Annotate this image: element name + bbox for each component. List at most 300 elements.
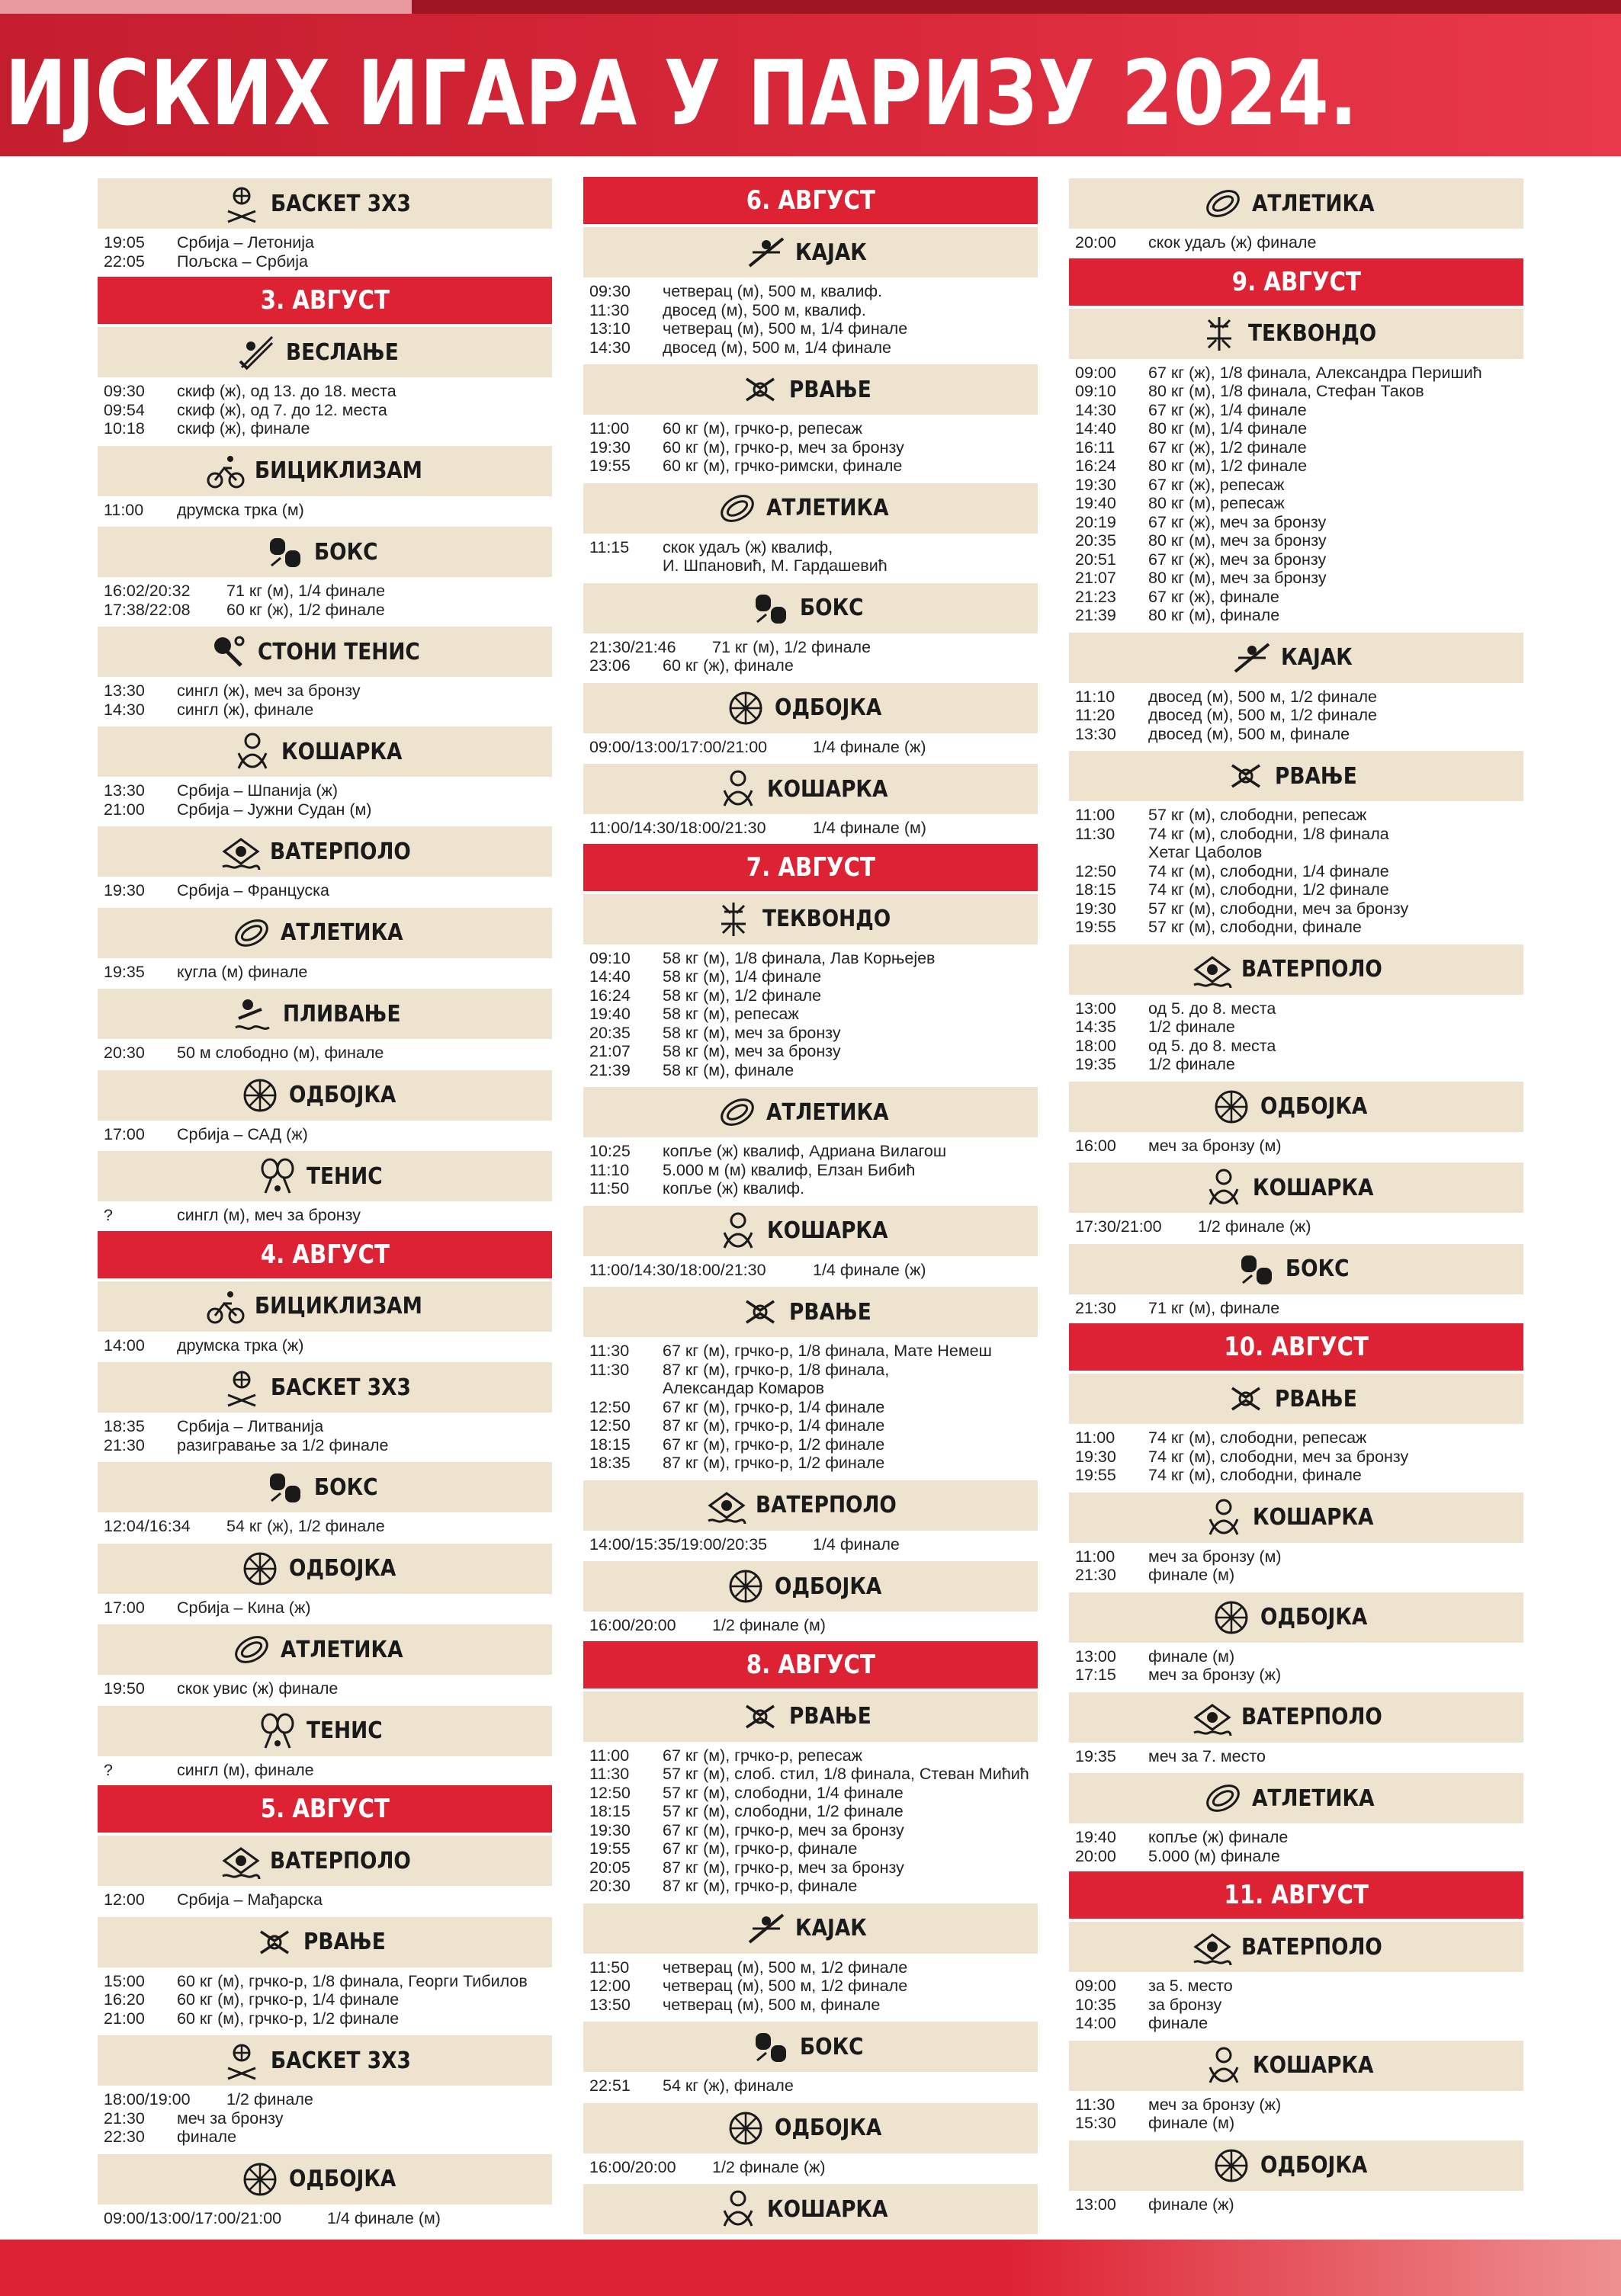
event-row	[1075, 2114, 1523, 2133]
event-description: 1/2 финале	[226, 2090, 313, 2108]
event-description: четверац (м), 500 м, 1/2 финале	[663, 1958, 908, 1977]
event-time: 11:10	[589, 1160, 630, 1179]
event-time: 15:00	[104, 1971, 145, 1990]
event-list	[98, 1594, 552, 1624]
event-time: 22:51	[589, 2076, 631, 2095]
event-time: 19:55	[1075, 1466, 1116, 1484]
event-list	[98, 777, 552, 825]
event-description: скок удаљ (ж) финале	[1148, 233, 1317, 252]
event-time: 21:30	[104, 2108, 145, 2128]
basketball-icon	[1202, 1166, 1245, 1209]
event-time: 17:15	[1075, 1666, 1116, 1684]
event-list	[1069, 1823, 1523, 1871]
event-description: 57 кг (м), слоб. стил, 1/8 финала, Стеван Мићић	[663, 1765, 1029, 1783]
sport-name: БИЦИКЛИЗАМ	[255, 457, 422, 484]
event-description: 74 кг (м), слободни, 1/4 финале	[1148, 861, 1389, 880]
event-row	[1075, 1977, 1523, 1996]
event-list	[583, 814, 1038, 844]
event-time: 13:10	[589, 319, 631, 338]
event-time: 13:30	[104, 781, 145, 800]
volleyball-icon	[239, 2158, 281, 2201]
event-row	[104, 1436, 552, 1455]
event-description: двосед (м), 500 м, 1/4 финале	[663, 338, 891, 357]
event-description: двосед (м), 500 м, квалиф.	[663, 300, 866, 319]
event-description: 50 м слободно (м), финале	[177, 1044, 384, 1062]
event-row	[589, 819, 1038, 838]
event-description: Србија – САД (ж)	[177, 1124, 308, 1143]
event-list	[583, 1954, 1038, 2021]
event-description: 80 кг (м), меч за бронзу	[1148, 569, 1327, 587]
event-list	[98, 2205, 552, 2234]
sport-name: БОКС	[799, 2033, 864, 2060]
sport-header	[583, 227, 1038, 277]
sport-name: ВАТЕРПОЛО	[269, 838, 411, 865]
event-description: двосед (м), 500 м, 1/2 финале	[1148, 687, 1377, 706]
event-description: копље (ж) финале	[1148, 1828, 1289, 1846]
sport-name: АТЛЕТИКА	[766, 1098, 889, 1126]
wrestling-icon	[1225, 1377, 1267, 1420]
event-time: 16:00/20:00	[589, 1616, 676, 1634]
event-list	[583, 1611, 1038, 1641]
wrestling-icon	[1225, 755, 1267, 797]
event-description: 74 кг (м), слободни, репесаж	[1148, 1429, 1367, 1447]
event-row	[104, 2090, 552, 2109]
event-time: 19:30	[1075, 1447, 1116, 1466]
sport-header	[1069, 1493, 1523, 1543]
sport-name: БОКС	[313, 1473, 378, 1501]
event-time: 11:00	[1075, 806, 1115, 824]
event-list	[583, 1742, 1038, 1902]
sport-name: ВАТЕРПОЛО	[755, 1492, 897, 1518]
event-list	[583, 633, 1038, 681]
event-row	[104, 582, 552, 601]
event-time: 20:30	[589, 1877, 631, 1895]
event-description: 60 кг (м), грчко-римски, финале	[663, 457, 903, 475]
event-list	[98, 1886, 552, 1916]
event-description: разигравање за 1/2 финале	[177, 1435, 389, 1454]
event-description: копље (ж) квалиф.	[663, 1179, 805, 1198]
event-description: скиф (ж), од 13. до 18. места	[177, 382, 396, 400]
event-row	[589, 1061, 1038, 1080]
event-row	[589, 1746, 1038, 1765]
event-time: 16:02/20:32	[104, 582, 191, 600]
event-row	[104, 781, 552, 800]
athletics-icon	[716, 1091, 759, 1134]
event-row	[1075, 401, 1523, 420]
event-row	[589, 301, 1038, 320]
day-header-label: 7. АВГУСТ	[746, 851, 875, 883]
event-description: 60 кг (ж), финале	[663, 656, 794, 675]
event-description: меч за бронзу (ж)	[1148, 2095, 1282, 2114]
water-polo-icon	[1191, 1926, 1234, 1968]
event-description: 80 кг (м), репесаж	[1148, 494, 1285, 512]
event-row	[104, 382, 552, 401]
sport-name: ОДБОЈКА	[1260, 1604, 1368, 1631]
day-header	[583, 844, 1038, 891]
sport-header	[583, 1903, 1038, 1954]
event-time: 11:20	[1075, 706, 1115, 724]
event-row	[104, 2109, 552, 2128]
event-time: 19:40	[1075, 1828, 1116, 1846]
event-row	[104, 252, 552, 271]
event-description: 1/4 финале	[813, 1534, 900, 1554]
event-list	[583, 1531, 1038, 1560]
event-list	[1069, 2091, 1523, 2139]
event-row	[1075, 2195, 1523, 2214]
sport-name: ОДБОЈКА	[289, 1082, 396, 1108]
sport-name: РВАЊЕ	[788, 1703, 871, 1730]
event-description: 67 кг (м), грчко-р, меч за бронзу	[663, 1820, 904, 1839]
event-list	[1069, 683, 1523, 750]
sport-header	[98, 627, 552, 677]
event-description: друмска трка (ж)	[177, 1336, 304, 1355]
event-description: 58 кг (м), 1/2 финале	[663, 986, 822, 1005]
event-row	[104, 881, 552, 900]
event-list	[98, 1967, 552, 2035]
sport-name: КОШАРКА	[766, 2195, 888, 2223]
swimming-icon	[233, 992, 275, 1035]
event-row	[589, 1024, 1038, 1043]
event-row	[589, 949, 1038, 968]
event-list	[98, 377, 552, 444]
event-list	[1069, 2191, 1523, 2221]
event-row	[1075, 476, 1523, 495]
event-row	[1075, 588, 1523, 607]
event-time: 11:30	[589, 1342, 630, 1360]
event-time: ?	[104, 1206, 113, 1224]
event-description: Србија – Мађарска	[177, 1890, 323, 1909]
page-title: ИЈСКИХ ИГАРА У ПАРИЗУ 2024.	[5, 40, 1359, 146]
event-description: за 5. место	[1148, 1977, 1233, 1995]
event-row	[589, 2158, 1038, 2177]
event-time: 19:30	[104, 881, 145, 899]
taekwondo-icon	[712, 898, 755, 941]
event-time: 12:50	[589, 1397, 631, 1416]
event-description: 54 кг (ж), финале	[663, 2076, 794, 2095]
event-row	[1075, 1847, 1523, 1866]
volleyball-icon	[724, 1565, 767, 1608]
event-row	[1075, 438, 1523, 457]
event-time	[1075, 843, 1148, 862]
sport-name: ОДБОЈКА	[289, 2166, 396, 2192]
event-time: 19:35	[1075, 1055, 1116, 1073]
event-time: 14:40	[589, 967, 631, 986]
event-time: 23:06	[589, 656, 631, 675]
basketball-3x3-icon	[220, 1366, 263, 1409]
event-list	[583, 277, 1038, 363]
event-description: 1/4 финале (м)	[327, 2208, 441, 2227]
event-description: 67 кг (м), грчко-р, репесаж	[663, 1746, 862, 1765]
event-description: 74 кг (м), слободни, меч за бронзу	[1148, 1447, 1409, 1466]
sport-header	[583, 1692, 1038, 1742]
basketball-3x3-icon	[220, 182, 263, 225]
event-row	[1075, 513, 1523, 532]
event-description: скок удаљ (ж) квалиф,	[663, 537, 833, 556]
event-row	[1075, 918, 1523, 937]
event-time: 19:30	[1075, 899, 1116, 918]
sport-header	[98, 1624, 552, 1675]
event-list	[98, 677, 552, 725]
day-header-label: 3. АВГУСТ	[260, 285, 390, 316]
event-description: за бронзу	[1148, 1995, 1222, 2014]
event-row	[104, 1517, 552, 1536]
day-header	[583, 1641, 1038, 1688]
event-time: 10:35	[1075, 1995, 1116, 2014]
volleyball-icon	[724, 2107, 767, 2150]
event-row	[1075, 706, 1523, 725]
schedule-column-3	[1069, 177, 1523, 2220]
sport-header	[98, 178, 552, 229]
event-row	[1075, 1996, 1523, 2015]
event-row	[104, 800, 552, 819]
event-row	[1075, 1547, 1523, 1566]
sport-header	[98, 1151, 552, 1201]
volleyball-icon	[724, 687, 767, 730]
event-time: 11:00	[1075, 1429, 1115, 1447]
event-row	[589, 1042, 1038, 1061]
water-polo-icon	[705, 1484, 748, 1527]
event-description: сингл (м), финале	[177, 1760, 314, 1779]
event-time: 17:00	[104, 1124, 145, 1143]
event-time: 20:05	[589, 1858, 631, 1877]
sport-name: ОДБОЈКА	[1260, 1093, 1368, 1120]
event-description: 1/2 финале (м)	[712, 1616, 826, 1634]
event-description: 1/2 финале (ж)	[712, 2157, 826, 2176]
sport-name: ВАТЕРПОЛО	[1241, 1704, 1382, 1730]
event-time: 11:50	[589, 1958, 630, 1977]
sport-header	[98, 1836, 552, 1886]
sport-header	[583, 2184, 1038, 2234]
event-description: 58 кг (м), репесаж	[663, 1005, 799, 1023]
event-row	[589, 1802, 1038, 1821]
day-header	[98, 1231, 552, 1278]
event-list	[583, 1337, 1038, 1479]
event-description: 58 кг (м), финале	[663, 1060, 794, 1079]
event-time: 19:40	[589, 1005, 631, 1023]
sport-name: АТЛЕТИКА	[1251, 1785, 1375, 1812]
event-row	[104, 1336, 552, 1355]
wrestling-icon	[739, 1291, 782, 1333]
sport-name: БАСКЕТ 3Х3	[270, 190, 411, 217]
sport-name: ОДБОЈКА	[289, 1555, 396, 1582]
sport-name: БОКС	[799, 595, 864, 621]
event-row	[589, 2076, 1038, 2096]
event-row	[104, 1990, 552, 2009]
sport-header	[1069, 751, 1523, 801]
event-list	[583, 415, 1038, 482]
sport-header	[98, 1917, 552, 1967]
sport-name: ВАТЕРПОЛО	[269, 1847, 411, 1874]
event-row	[1075, 1299, 1523, 1318]
event-list	[1069, 801, 1523, 943]
event-description: Србија – Летонија	[177, 233, 314, 252]
sport-header	[583, 2103, 1038, 2153]
event-time: 13:30	[1075, 724, 1116, 743]
event-time: 19:55	[1075, 918, 1116, 936]
day-header	[98, 1785, 552, 1833]
boxing-icon	[750, 587, 792, 630]
event-description: 57 кг (м), слободни, репесаж	[1148, 806, 1367, 824]
event-description: од 5. до 8. места	[1148, 999, 1276, 1018]
sport-name: КОШАРКА	[1252, 1174, 1374, 1201]
event-time: 14:40	[1075, 419, 1116, 438]
event-description: 71 кг (м), 1/2 финале	[712, 637, 871, 656]
event-list	[1069, 1213, 1523, 1243]
sport-name: ТЕКВОНДО	[762, 906, 891, 932]
kayak-icon	[745, 231, 788, 274]
event-row	[589, 1858, 1038, 1878]
volleyball-icon	[239, 1074, 281, 1117]
event-row	[589, 738, 1038, 757]
event-list	[1069, 1972, 1523, 2039]
event-time: 13:00	[1075, 999, 1116, 1018]
event-row	[1075, 1666, 1523, 1685]
event-row	[104, 1679, 552, 1698]
event-row	[1075, 880, 1523, 899]
sport-name: КАЈАК	[794, 239, 867, 266]
event-row	[1075, 1429, 1523, 1448]
event-description: финале	[1148, 2014, 1209, 2032]
event-time: 19:05	[104, 233, 145, 252]
event-row	[1075, 1018, 1523, 1037]
event-description: финале (ж)	[1148, 2195, 1234, 2214]
event-time	[589, 556, 663, 576]
sport-name: ТЕНИС	[307, 1717, 384, 1744]
day-header	[1069, 1323, 1523, 1371]
event-list	[98, 229, 552, 277]
header-top-strip-light	[0, 0, 412, 14]
sport-name: КАЈАК	[794, 1915, 867, 1942]
event-time: 13:00	[1075, 1647, 1116, 1666]
event-description: од 5. до 8. места	[1148, 1036, 1276, 1055]
event-description: Александар Комаров	[663, 1379, 825, 1397]
event-description: 58 кг (м), 1/4 финале	[663, 967, 822, 986]
event-row	[1075, 999, 1523, 1018]
event-time: 20:35	[589, 1023, 631, 1042]
event-row	[104, 701, 552, 720]
event-time: 16:24	[1075, 457, 1116, 475]
event-description: 67 кг (ж), меч за бронзу	[1148, 550, 1327, 569]
event-row	[104, 1044, 552, 1063]
event-time: 14:30	[104, 700, 145, 719]
event-row	[589, 1877, 1038, 1896]
event-list	[1069, 1294, 1523, 1324]
event-time: 21:30	[1075, 1566, 1116, 1584]
sport-name: ТЕКВОНДО	[1248, 320, 1377, 347]
boxing-icon	[1235, 1248, 1278, 1291]
sport-name: РВАЊЕ	[303, 1929, 386, 1955]
event-row	[589, 1616, 1038, 1635]
event-time: 17:38/22:08	[104, 600, 191, 619]
event-description: 60 кг (м), грчко-р, репесаж	[663, 419, 862, 438]
day-header-label: 4. АВГУСТ	[260, 1239, 390, 1270]
basketball-icon	[231, 730, 274, 773]
sport-header	[98, 726, 552, 777]
event-row	[589, 1784, 1038, 1803]
event-description: финале (м)	[1148, 2114, 1235, 2132]
sport-name: ТЕНИС	[307, 1162, 384, 1190]
sport-name: СТОНИ ТЕНИС	[258, 638, 420, 665]
wrestling-icon	[253, 1921, 296, 1964]
event-time: 20:19	[1075, 512, 1116, 531]
sport-name: КОШАРКА	[766, 775, 888, 803]
event-time: 21:30/21:46	[589, 637, 676, 656]
event-list	[98, 1512, 552, 1542]
event-time: 20:00	[1075, 1846, 1116, 1865]
sport-header	[583, 1480, 1038, 1531]
athletics-icon	[1202, 182, 1244, 225]
event-time: 14:00	[1075, 2014, 1116, 2032]
event-description: четверац (м), 500 м, 1/2 финале	[663, 1977, 908, 1995]
event-description: 67 кг (ж), меч за бронзу	[1148, 512, 1327, 531]
sport-header	[583, 764, 1038, 814]
event-row	[589, 282, 1038, 301]
event-time: 11:00/14:30/18:00/21:30	[589, 1260, 766, 1279]
athletics-icon	[716, 487, 759, 530]
basketball-icon	[717, 1210, 759, 1252]
event-description: 67 кг (ж), 1/8 финала, Александра Перишић	[1148, 363, 1482, 382]
event-row	[1075, 364, 1523, 383]
day-header-label: 10. АВГУСТ	[1224, 1332, 1369, 1362]
event-time: 11:00	[1075, 1547, 1115, 1566]
basketball-icon	[717, 2188, 759, 2230]
event-row	[589, 457, 1038, 476]
event-row	[104, 401, 552, 420]
sport-name: ВАТЕРПОЛО	[1241, 1933, 1382, 1961]
sport-name: РВАЊЕ	[1274, 762, 1357, 790]
event-time: 18:15	[1075, 880, 1116, 899]
schedule-column-2	[583, 177, 1038, 2264]
event-time: 11:00	[589, 419, 630, 438]
event-description: 5.000 м (м) квалиф, Елзан Бибић	[663, 1160, 916, 1179]
event-description: 5.000 (м) финале	[1148, 1846, 1280, 1865]
event-row	[589, 1398, 1038, 1417]
event-description: финале	[177, 2128, 237, 2146]
event-description: копље (ж) квалиф, Адриана Вилагош	[663, 1142, 947, 1160]
event-time: 09:00	[1075, 1977, 1116, 1995]
sport-name: КОШАРКА	[766, 1217, 888, 1244]
event-row	[589, 1005, 1038, 1024]
event-list	[98, 1332, 552, 1361]
event-row	[1075, 2096, 1523, 2115]
event-row	[1075, 531, 1523, 550]
event-description: 80 кг (м), 1/4 финале	[1148, 419, 1308, 438]
kayak-icon	[745, 1907, 788, 1950]
event-list	[583, 1137, 1038, 1204]
event-row	[1075, 862, 1523, 881]
event-description: Србија – Шпанија (ж)	[177, 781, 339, 800]
event-description: 67 кг (м), грчко-р, 1/4 финале	[663, 1397, 885, 1416]
event-time: 21:39	[589, 1060, 631, 1079]
event-time: 21:07	[1075, 569, 1116, 587]
event-description: двосед (м), 500 м, 1/2 финале	[1148, 706, 1377, 724]
sport-header	[98, 527, 552, 577]
event-row	[589, 1261, 1038, 1280]
event-list	[98, 1039, 552, 1069]
sport-header	[1069, 1922, 1523, 1972]
event-description: 67 кг (м), грчко-р, 1/2 финале	[663, 1435, 885, 1454]
event-list	[1069, 1543, 1523, 1591]
event-list	[98, 496, 552, 526]
tennis-icon	[256, 1710, 299, 1752]
event-time: 09:54	[104, 400, 145, 419]
event-row	[1075, 382, 1523, 401]
sport-name: АТЛЕТИКА	[1251, 190, 1375, 217]
event-time: 11:30	[1075, 824, 1115, 843]
event-description: 60 кг (м), грчко-р, 1/2 финале	[177, 2009, 400, 2028]
event-time: 14:30	[1075, 400, 1116, 419]
event-row	[1075, 1466, 1523, 1485]
